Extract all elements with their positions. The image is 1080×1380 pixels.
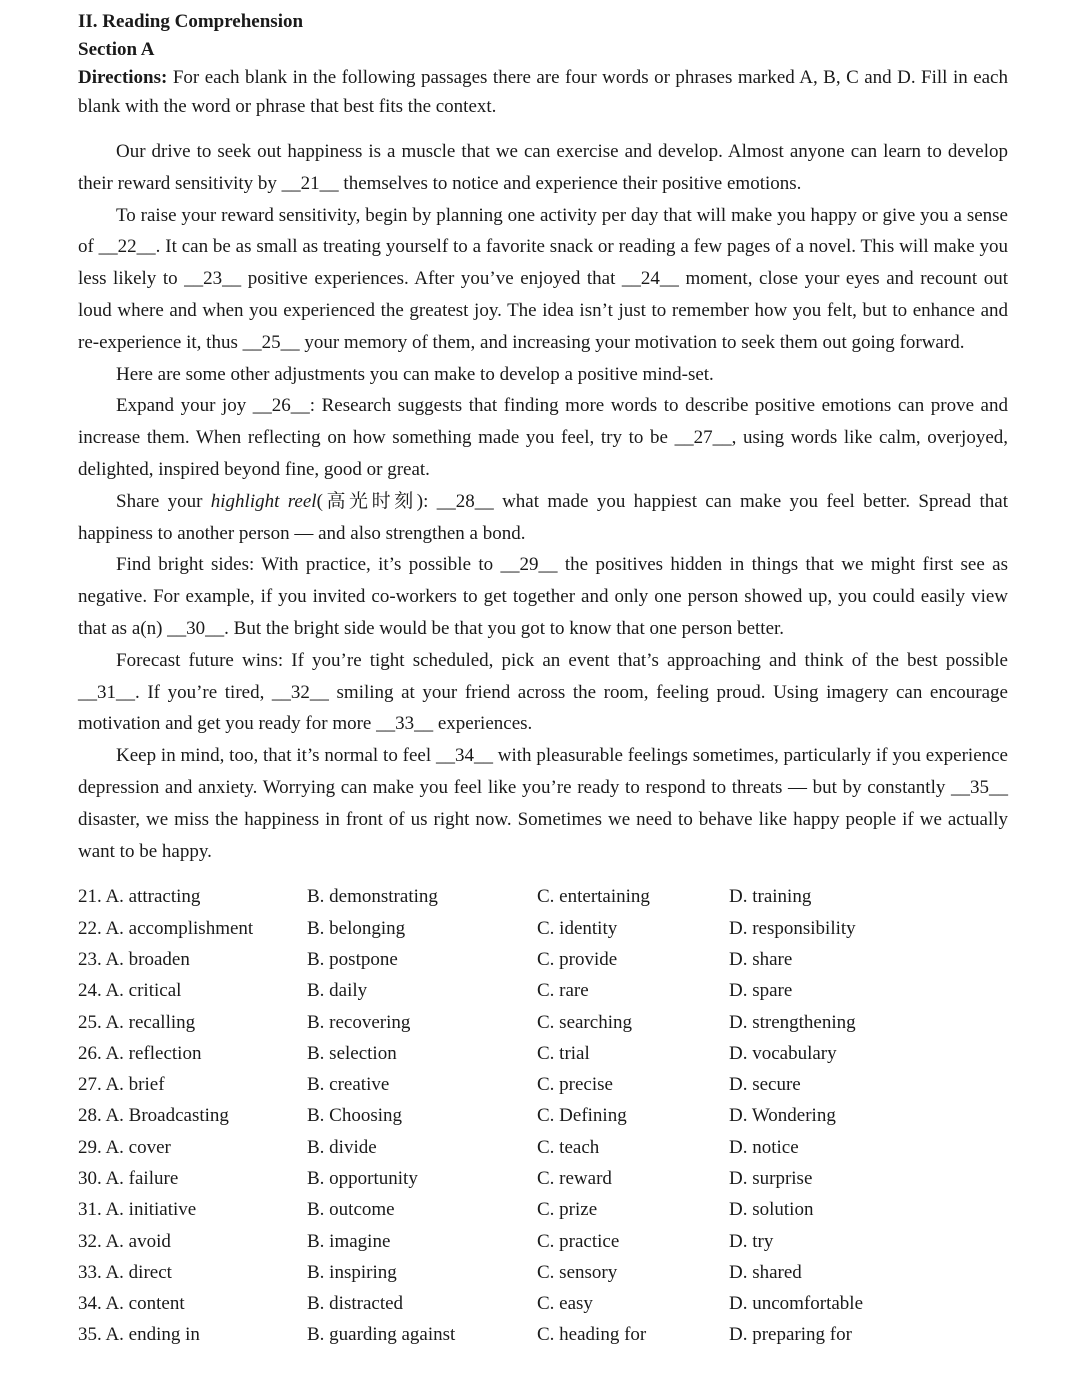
option-row bbox=[78, 1038, 1008, 1069]
option-c: C. Defining bbox=[537, 1105, 627, 1127]
option-a: 30. A. failure bbox=[78, 1168, 179, 1189]
option-d: D. try bbox=[729, 1230, 774, 1252]
option-b: B. opportunity bbox=[307, 1168, 418, 1189]
highlight-reel-term: highlight reel bbox=[210, 490, 317, 512]
option-b: B. belonging bbox=[307, 917, 406, 939]
option-b: B. Choosing bbox=[307, 1105, 403, 1127]
option-b: B. divide bbox=[307, 1136, 377, 1158]
option-b: B. imagine bbox=[307, 1230, 391, 1252]
option-d: D. responsibility bbox=[729, 917, 856, 939]
option-a: 28. A. Broadcasting bbox=[78, 1105, 229, 1127]
paragraph-3: Here are some other adjustments you can make to develop a positive mind-set. bbox=[116, 363, 714, 385]
passage bbox=[78, 136, 1008, 867]
option-c: C. reward bbox=[537, 1168, 612, 1189]
option-b: B. inspiring bbox=[307, 1261, 397, 1283]
option-row bbox=[78, 1069, 1008, 1100]
option-b: B. guarding against bbox=[307, 1324, 456, 1346]
option-a: 35. A. ending in bbox=[78, 1324, 200, 1346]
option-row bbox=[78, 975, 1008, 1006]
option-a: 29. A. cover bbox=[78, 1136, 171, 1158]
option-a: 31. A. initiative bbox=[78, 1199, 197, 1221]
option-row bbox=[78, 913, 1008, 944]
option-c: C. provide bbox=[537, 948, 618, 970]
option-c: C. practice bbox=[537, 1230, 620, 1252]
option-b: B. recovering bbox=[307, 1011, 411, 1033]
option-d: D. strengthening bbox=[729, 1011, 856, 1033]
option-c: C. rare bbox=[537, 980, 589, 1002]
option-b: B. daily bbox=[307, 980, 368, 1002]
option-d: D. spare bbox=[729, 980, 793, 1002]
option-row bbox=[78, 1100, 1008, 1131]
option-d: D. surprise bbox=[729, 1168, 813, 1189]
option-c: C. easy bbox=[537, 1293, 593, 1315]
option-row bbox=[78, 1007, 1008, 1038]
option-row bbox=[78, 944, 1008, 975]
option-d: D. uncomfortable bbox=[729, 1293, 864, 1315]
option-c: C. sensory bbox=[537, 1261, 618, 1283]
exam-page bbox=[78, 8, 1008, 1351]
option-d: D. preparing for bbox=[729, 1324, 852, 1346]
option-c: C. identity bbox=[537, 917, 618, 939]
option-c: C. teach bbox=[537, 1136, 600, 1158]
option-d: D. notice bbox=[729, 1136, 799, 1158]
option-row bbox=[78, 1194, 1008, 1225]
option-c: C. prize bbox=[537, 1199, 598, 1221]
option-d: D. vocabulary bbox=[729, 1042, 837, 1064]
option-c: C. entertaining bbox=[537, 886, 650, 908]
option-d: D. shared bbox=[729, 1261, 802, 1283]
option-c: C. heading for bbox=[537, 1324, 647, 1346]
directions-text: For each blank in the following passages there are four words or phrases marked A, B, C and D. Fill in each blank with the word or phrase that best fits the context. bbox=[78, 67, 1008, 117]
option-b: B. selection bbox=[307, 1042, 397, 1064]
option-b: B. distracted bbox=[307, 1293, 404, 1315]
option-c: C. precise bbox=[537, 1074, 613, 1096]
section-heading: Section A bbox=[78, 39, 155, 60]
option-b: B. postpone bbox=[307, 948, 398, 970]
paragraph-5 bbox=[78, 486, 1008, 550]
option-d: D. Wondering bbox=[729, 1105, 836, 1127]
option-b: B. outcome bbox=[307, 1199, 395, 1221]
option-row bbox=[78, 1288, 1008, 1319]
option-row bbox=[78, 881, 1008, 912]
paragraph-7: Forecast future wins: If you’re tight scheduled, pick an event that’s approaching and think of the best possible __31__. If you’re tired, __32__ smiling at your friend across the room, feeling proud. Using imagery can encourage motivation and get you ready for more __33__ experiences. bbox=[78, 649, 1008, 735]
option-row bbox=[78, 1163, 1008, 1194]
option-d: D. solution bbox=[729, 1199, 814, 1221]
option-a: 22. A. accomplishment bbox=[78, 917, 254, 939]
option-a: 24. A. critical bbox=[78, 980, 182, 1002]
option-c: C. searching bbox=[537, 1011, 632, 1033]
paragraph-8: Keep in mind, too, that it’s normal to feel __34__ with pleasurable feelings sometimes, particularly if you experience depression and anxiety. Worrying can make you feel like you’re ready to respond to threats — but by constantly __35__ disaster, we miss the happiness in front of us right now. Sometimes we need to behave like happy people if we actually want to be happy. bbox=[78, 745, 1008, 862]
paragraph-5-pre: Share your bbox=[116, 490, 211, 512]
directions-label: Directions: bbox=[78, 67, 168, 88]
option-c: C. trial bbox=[537, 1042, 590, 1064]
option-a: 26. A. reflection bbox=[78, 1042, 202, 1064]
option-b: B. demonstrating bbox=[307, 886, 438, 908]
option-a: 34. A. content bbox=[78, 1293, 185, 1315]
paragraph-6: Find bright sides: With practice, it’s possible to __29__ the positives hidden in things that we might first see as negative. For example, if you invited co-workers to get together and only one person showed up, you could easily view that as a(n) __30__. But the bright side would be that you got to know that one person better. bbox=[78, 554, 1008, 639]
option-a: 27. A. brief bbox=[78, 1074, 165, 1096]
paragraph-2: To raise your reward sensitivity, begin by planning one activity per day that will make you happy or give you a sense of __22__. It can be as small as treating yourself to a favorite snack or reading a few pages of a novel. This will make you less likely to __23__ positive experiences. After you’ve enjoyed that __24__ moment, close your eyes and recount out loud where and when you experienced the greatest joy. The idea isn’t just to remember how you felt, but to enhance and re-experience it, thus __25__ your memory of them, and increasing your motivation to seek them out going forward. bbox=[78, 204, 1008, 353]
paragraph-5-post: (高光时刻): __28__ what made you happiest can make you feel better. Spread that happiness to another person — and also strengthen a bond. bbox=[78, 490, 1008, 544]
option-row bbox=[78, 1257, 1008, 1288]
option-a: 32. A. avoid bbox=[78, 1230, 171, 1252]
option-row bbox=[78, 1319, 1008, 1350]
answer-options bbox=[78, 881, 1008, 1350]
paragraph-1: Our drive to seek out happiness is a muscle that we can exercise and develop. Almost anyone can learn to develop their reward sensitivity by __21__ themselves to notice and experience their positive emotions. bbox=[78, 141, 1008, 194]
option-row bbox=[78, 1132, 1008, 1163]
option-d: D. secure bbox=[729, 1074, 801, 1096]
option-d: D. share bbox=[729, 948, 793, 970]
directions bbox=[78, 64, 1008, 121]
option-row bbox=[78, 1226, 1008, 1257]
part-title: II. Reading Comprehension bbox=[78, 11, 304, 32]
option-d: D. training bbox=[729, 886, 812, 908]
option-b: B. creative bbox=[307, 1074, 390, 1096]
option-a: 33. A. direct bbox=[78, 1261, 172, 1283]
option-a: 25. A. recalling bbox=[78, 1011, 196, 1033]
option-a: 21. A. attracting bbox=[78, 886, 201, 908]
option-a: 23. A. broaden bbox=[78, 948, 190, 970]
paragraph-4: Expand your joy __26__: Research suggests that finding more words to describe positive emotions can prove and increase them. When reflecting on how something made you feel, try to be __27__, using words like calm, overjoyed, delighted, inspired beyond fine, good or great. bbox=[78, 395, 1008, 480]
